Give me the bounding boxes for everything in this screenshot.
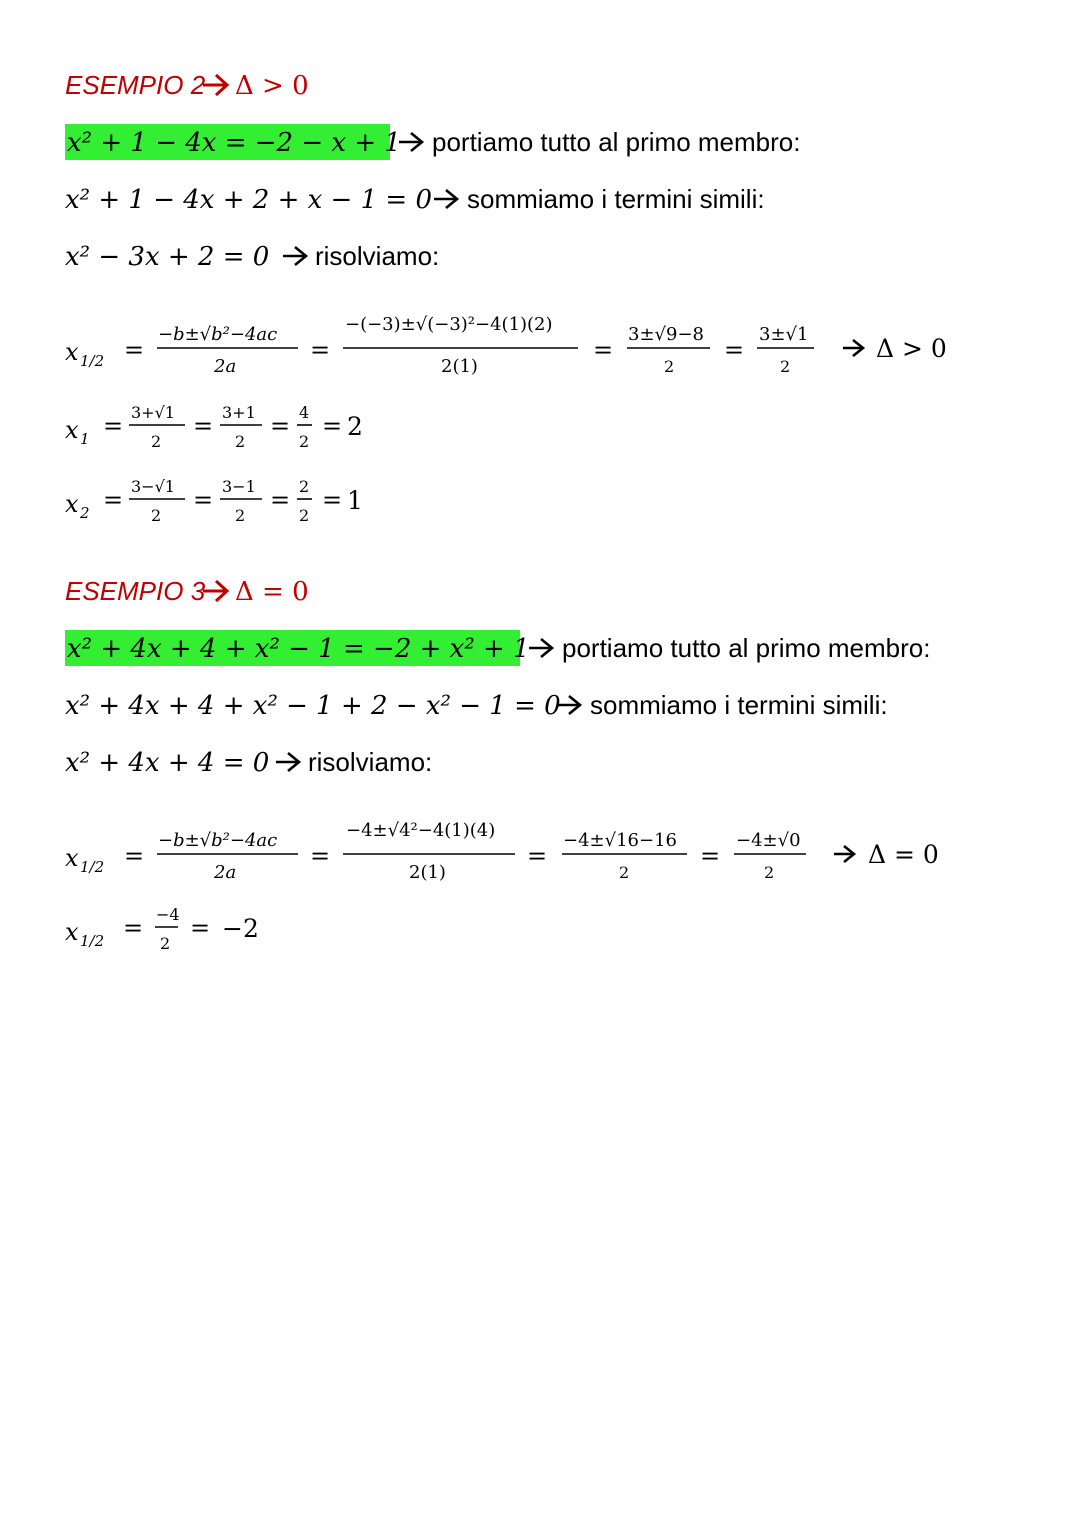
x1-frac3-numerator: 4 [299, 403, 310, 422]
x1-subscript: 1 [80, 430, 90, 448]
x2-value: 1 [347, 486, 363, 515]
ex3-result: Δ = 0 [868, 840, 939, 869]
step3-numerator: 3±√9−8 [628, 324, 704, 345]
arrow-right-icon [203, 75, 227, 95]
ex2-equation-moved: x² + 1 − 4x + 2 + x − 1 = 0 [65, 185, 433, 215]
ex2-heading-label: ESEMPIO 2 [65, 70, 206, 100]
x2-frac2-numerator: 3−1 [222, 477, 256, 496]
svg-text:=: = [193, 412, 214, 440]
ex3-general-formula-numerator: −b±√b²−4ac [158, 830, 278, 851]
arrow-right-icon [529, 639, 552, 657]
ex3-final-numerator: −4 [156, 905, 180, 924]
svg-text:=: = [724, 336, 745, 364]
x1-value: 2 [347, 412, 363, 441]
ex3-final-subscript: 1/2 [80, 932, 105, 950]
x2-subscript: 2 [80, 504, 90, 522]
svg-text:=: = [193, 486, 214, 514]
example-2 [65, 70, 947, 525]
svg-text:=: = [310, 842, 331, 870]
ex2-equation-simplified: x² − 3x + 2 = 0 [65, 242, 270, 272]
x12-label: x [65, 338, 79, 366]
ex2-quadratic-formula-row [65, 314, 947, 377]
ex2-heading-condition: Δ > 0 [235, 71, 309, 101]
svg-text:=: = [310, 336, 331, 364]
ex3-heading-label: ESEMPIO 3 [65, 576, 206, 606]
ex3-step3-text: risolviamo: [308, 747, 433, 777]
x1-frac2-numerator: 3+1 [222, 403, 256, 422]
svg-text:=: = [322, 486, 343, 514]
ex3-substituted-denominator: 2(1) [409, 862, 446, 883]
arrow-right-icon [203, 581, 227, 601]
x2-frac2-denominator: 2 [235, 506, 246, 525]
arrow-right-icon [399, 133, 422, 151]
arrow-right-icon [843, 340, 863, 356]
ex3-x12-subscript: 1/2 [80, 858, 105, 876]
arrow-right-icon [434, 190, 457, 208]
step4-numerator: 3±√1 [759, 324, 809, 345]
step4-denominator: 2 [780, 357, 791, 376]
ex3-step1-text: portiamo tutto al primo membro: [562, 633, 931, 663]
svg-text:=: = [103, 412, 124, 440]
svg-text:=: = [700, 842, 721, 870]
ex3-substituted-numerator: −4±√4²−4(1)(4) [346, 820, 496, 841]
svg-text:x: x [65, 416, 79, 444]
ex3-step3-numerator: −4±√16−16 [563, 830, 677, 851]
ex2-x1-row [65, 403, 363, 451]
svg-text:=: = [527, 842, 548, 870]
svg-text:=: = [123, 914, 144, 942]
arrow-right-icon [283, 247, 306, 265]
svg-text:=: = [270, 486, 291, 514]
x1-frac1-numerator: 3+√1 [131, 403, 175, 422]
x2-frac1-denominator: 2 [151, 506, 162, 525]
ex3-final-value: −2 [222, 914, 259, 943]
example-3 [65, 576, 939, 953]
ex2-step1-text: portiamo tutto al primo membro: [432, 127, 801, 157]
svg-text:x: x [65, 844, 79, 872]
ex3-step4-denominator: 2 [764, 863, 775, 882]
x2-frac1-numerator: 3−√1 [131, 477, 175, 496]
x1-frac1-denominator: 2 [151, 432, 162, 451]
arrow-right-icon [834, 846, 854, 862]
ex2-x2-row [65, 477, 363, 525]
ex3-equation-moved: x² + 4x + 4 + x² − 1 + 2 − x² − 1 = 0 [65, 691, 561, 721]
ex3-equation-simplified: x² + 4x + 4 = 0 [65, 748, 270, 778]
ex3-step4-numerator: −4±√0 [736, 830, 801, 851]
svg-text:=: = [270, 412, 291, 440]
svg-text:x: x [65, 918, 79, 946]
general-formula-numerator: −b±√b²−4ac [158, 324, 278, 345]
substituted-numerator: −(−3)±√(−3)²−4(1)(2) [345, 314, 553, 335]
svg-text:=: = [124, 842, 145, 870]
ex3-step2-text: sommiamo i termini simili: [590, 690, 888, 720]
substituted-denominator: 2(1) [441, 356, 478, 377]
arrow-right-icon [276, 753, 299, 771]
x1-frac3-denominator: 2 [299, 432, 310, 451]
svg-text:x: x [65, 490, 79, 518]
x12-subscript: 1/2 [80, 352, 105, 370]
ex3-final-row [65, 905, 259, 953]
svg-text:=: = [190, 914, 211, 942]
ex3-quadratic-formula-row [65, 820, 939, 883]
ex3-step3-denominator: 2 [619, 863, 630, 882]
ex3-heading-condition: Δ = 0 [235, 577, 309, 607]
ex3-equation-original: x² + 4x + 4 + x² − 1 = −2 + x² + 1 [67, 634, 530, 664]
ex2-step3-text: risolviamo: [315, 241, 440, 271]
x1-frac2-denominator: 2 [235, 432, 246, 451]
svg-text:=: = [593, 336, 614, 364]
general-formula-denominator: 2a [214, 356, 237, 377]
ex2-result: Δ > 0 [876, 334, 947, 363]
svg-text:=: = [103, 486, 124, 514]
x2-frac3-numerator: 2 [299, 477, 310, 496]
ex3-general-formula-denominator: 2a [214, 862, 237, 883]
svg-text:=: = [124, 336, 145, 364]
ex2-equation-original: x² + 1 − 4x = −2 − x + 1 [67, 128, 401, 158]
step3-denominator: 2 [664, 357, 675, 376]
ex3-final-denominator: 2 [160, 934, 171, 953]
x2-frac3-denominator: 2 [299, 506, 310, 525]
svg-text:=: = [322, 412, 343, 440]
ex2-step2-text: sommiamo i termini simili: [467, 184, 765, 214]
